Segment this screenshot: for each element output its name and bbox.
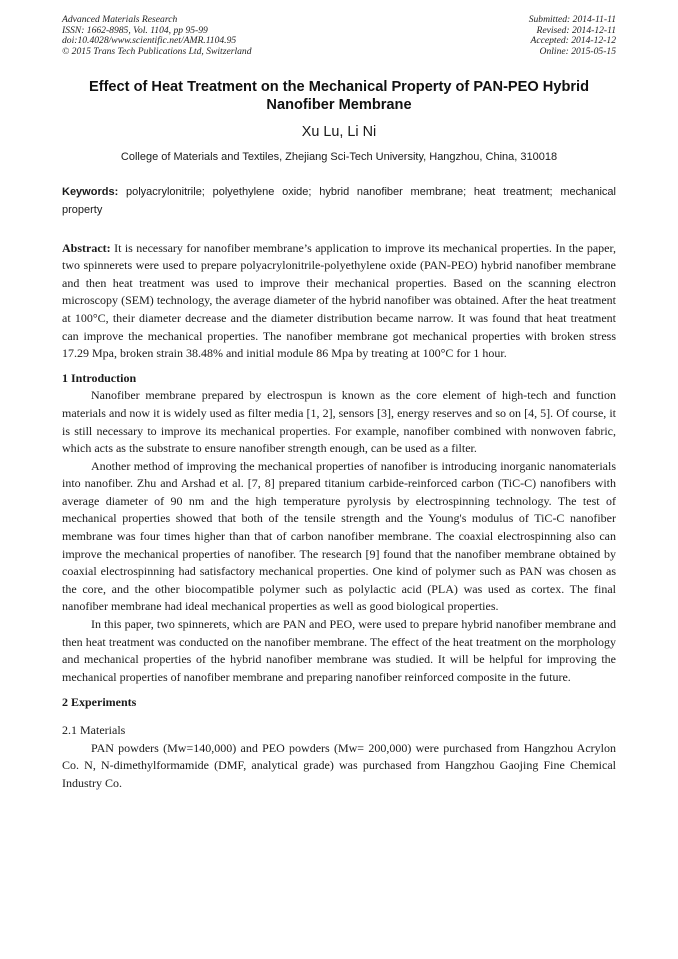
journal-issn: ISSN: 1662-8985, Vol. 1104, pp 95-99	[62, 24, 208, 36]
paper-title: Effect of Heat Treatment on the Mechanical Property of PAN-PEO Hybrid Nanofiber Membrane	[88, 79, 590, 114]
keywords	[62, 184, 616, 219]
intro-paragraph: Another method of improving the mechanical properties of nanofiber is introducing inorganic nanomaterials into nanofiber. Zhu and Arshad et al. [7, 8] prepared titanium carbide-reinforced carbon (TiC-C) nanofibers with average diameter of 90 nm and the high temperature pyrolysis by electrospinning technology. The test of mechanical properties showed that both of the tensile strength and the Young's modulus of TiC-C nanofiber membrane was four times higher than that of carbon nanofiber membrane. The coaxial electrospinning also can improve the mechanical properties of nanofiber. The research [9] found that the nanofiber membrane obtained by coaxial electrospinning had satisfactory mechanical properties. One kind of polymer such as PAN was chosen as the core, and the other biocompatible polymer such as polylactic acid (PLA) was used as cortex. The final nanofiber membrane had ideal mechanical properties as well as good biological properties.	[62, 458, 616, 614]
paper-authors: Xu Lu, Li Ni	[301, 124, 377, 141]
paper-affiliation: College of Materials and Textiles, Zhejiang Sci-Tech University, Hangzhou, China, 310018	[120, 151, 558, 164]
materials-paragraph: PAN powders (Mw=140,000) and PEO powders (Mw= 200,000) were purchased from Hangzhou Acrylon Co. N, N-dimethylformamide (DMF, analytical grade) was purchased from Hangzhou Gaojing Fine Chemical Industry Co.	[62, 740, 616, 790]
journal-name: Advanced Materials Research	[62, 14, 178, 25]
keywords-text: polyacrylonitrile; polyethylene oxide; hybrid nanofiber membrane; heat treatment; mechanical property	[62, 186, 616, 216]
publication-dates	[529, 15, 616, 57]
section-heading-introduction: 1 Introduction	[62, 370, 137, 385]
subsection-heading-materials: 2.1 Materials	[62, 723, 126, 737]
paper-page	[62, 15, 616, 792]
section-heading-experiments: 2 Experiments	[62, 695, 137, 710]
date-online: Online: 2015-05-15	[539, 45, 616, 57]
intro-paragraph: Nanofiber membrane prepared by electrospun is known as the core element of high-tech and function materials and now it is widely used as filter media [1, 2], sensors [3], energy reserves and so on [4, 5]. Of course, it is still necessary to improve its mechanical properties. For example, nanofiber combined with nonwoven fabric, which acts as the substrate to ensure nanofiber strength enough, can be used as a filter.	[62, 388, 616, 456]
journal-copyright: © 2015 Trans Tech Publications Ltd, Switzerland	[62, 45, 252, 57]
intro-paragraph: In this paper, two spinnerets, which are PAN and PEO, were used to prepare hybrid nanofiber membrane and then heat treatment was conducted on the nanofiber membrane. The effect of the heat treatment on the morphology and mechanical properties of the hybrid nanofiber membrane was studied. It will be helpful for improving the mechanical properties of nanofiber membrane and preparing nanofiber reinforced composite in the future.	[62, 617, 616, 684]
journal-doi: doi:10.4028/www.scientific.net/AMR.1104.95	[62, 35, 237, 47]
keywords-label: Keywords:	[62, 186, 119, 199]
date-submitted: Submitted: 2014-11-11	[528, 14, 616, 25]
date-accepted: Accepted: 2014-12-12	[530, 35, 616, 47]
date-revised: Revised: 2014-12-11	[536, 24, 616, 36]
abstract	[62, 240, 616, 363]
journal-info	[62, 15, 252, 57]
journal-header	[62, 15, 616, 57]
abstract-text: It is necessary for nanofiber membrane’s application to improve its mechanical properties. In the paper, two spinnerets were used to prepare polyacrylonitrile-polyethylene oxide (PAN-PEO) hybrid nanofiber membrane and then heat treatment was used to improve their mechanical properties. Based on the scanning electron microscopy (SEM) technology, the average diameter of the hybrid nanofiber was obtained. After the heat treatment at 100°C, their diameter decrease and the diameter distribution became narrow. It was found that heat treatment can improve the mechanical properties. The nanofiber membrane got mechanical properties with broken stress 17.29 Mpa, broken strain 38.48% and initial module 86 Mpa by treating at 100°C for 1 hour.	[62, 240, 616, 361]
abstract-label: Abstract:	[62, 240, 111, 255]
